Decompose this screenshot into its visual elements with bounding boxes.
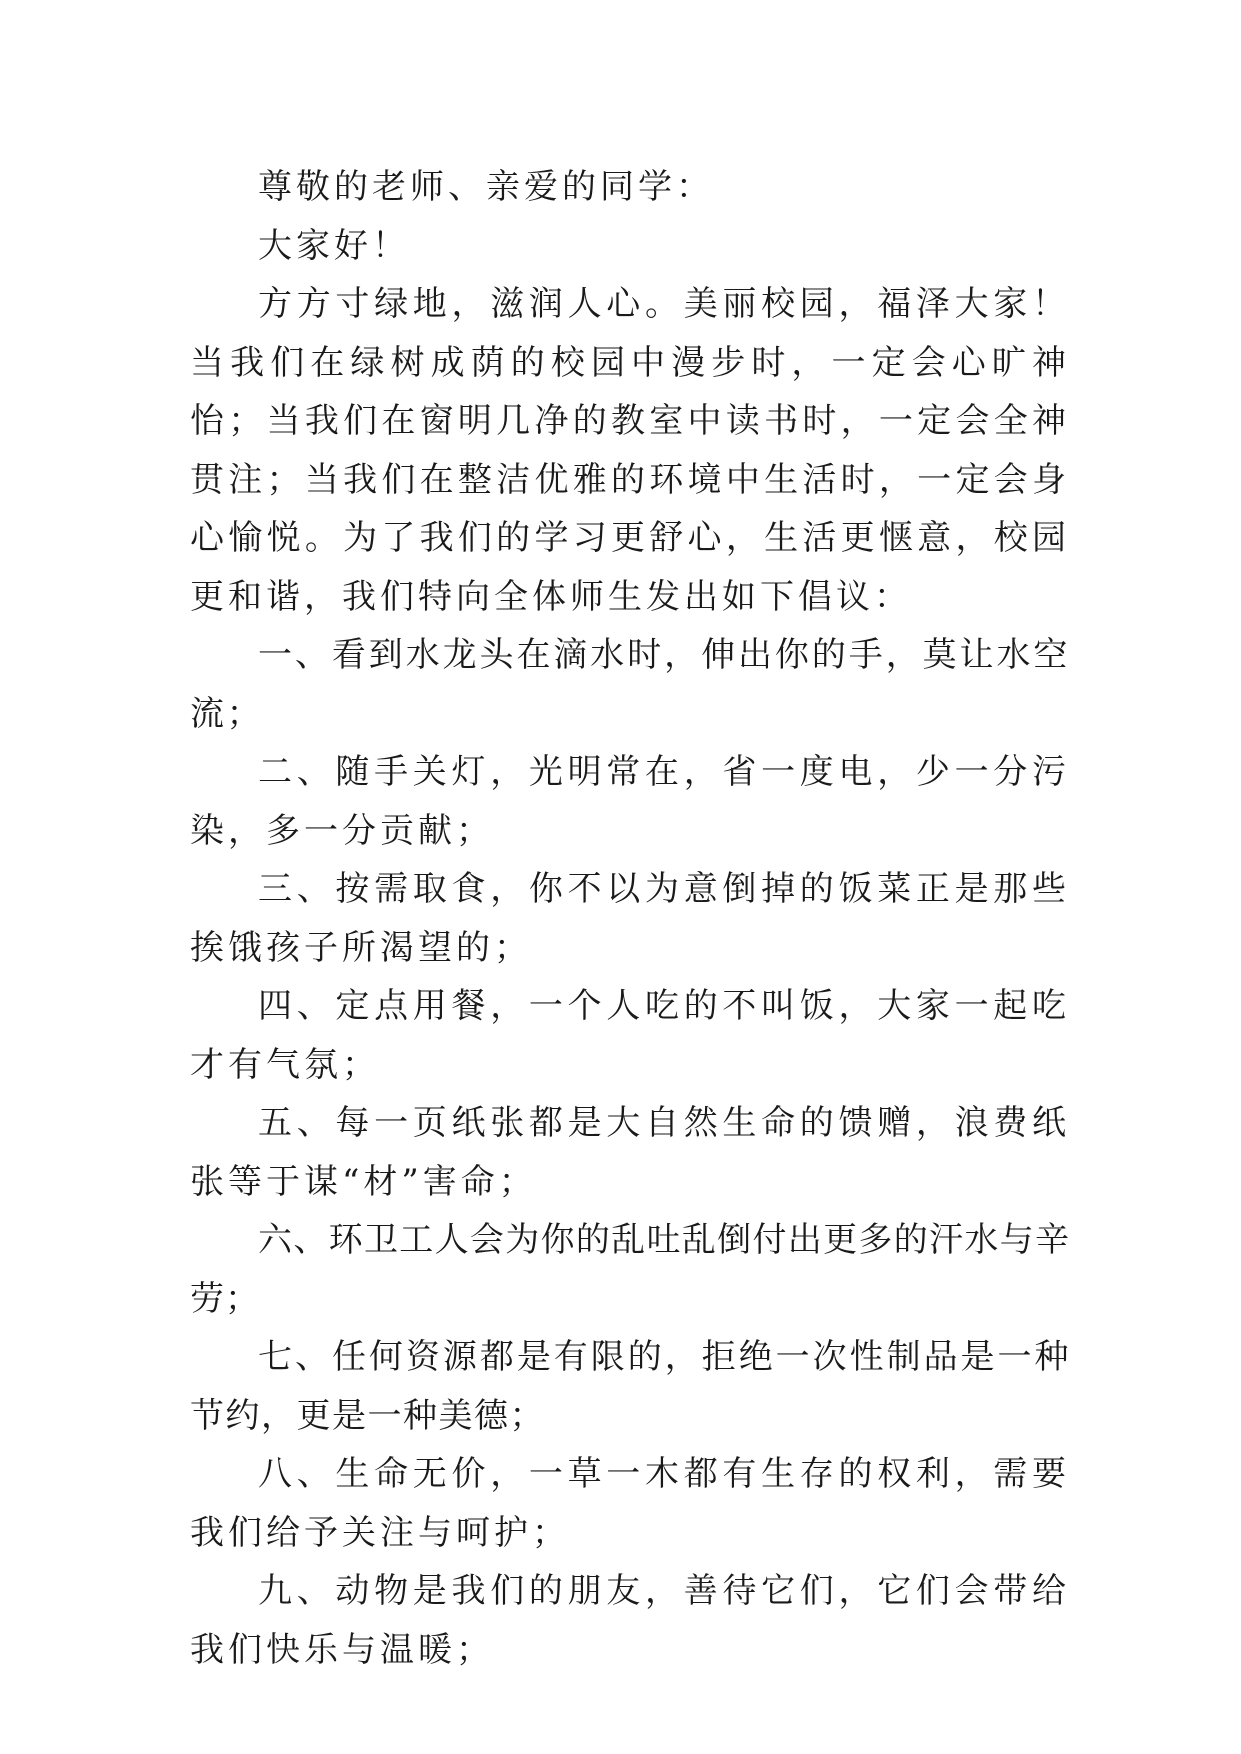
proposal-item-4: 四、定点用餐，一个人吃的不叫饭，大家一起吃才有气氛； xyxy=(190,986,1070,1085)
body-text xyxy=(190,158,1070,1679)
proposal-item-8: 八、生命无价，一草一木都有生存的权利，需要我们给予关注与呵护； xyxy=(190,1454,1070,1553)
proposal-item-3: 三、按需取食，你不以为意倒掉的饭菜正是那些挨饿孩子所渴望的； xyxy=(190,869,1070,968)
proposal-item-5: 五、每一页纸张都是大自然生命的馈赠，浪费纸张等于谋“材”害命； xyxy=(190,1103,1070,1202)
greeting: 大家好！ xyxy=(258,225,410,266)
proposal-item-2: 二、随手关灯，光明常在，省一度电，少一分污染，多一分贡献； xyxy=(190,752,1070,851)
proposal-item-1: 一、看到水龙头在滴水时，伸出你的手，莫让水空流； xyxy=(190,635,1070,734)
proposal-item-7: 七、任何资源都是有限的，拒绝一次性制品是一种节约，更是一种美德； xyxy=(190,1337,1070,1436)
intro-paragraph: 方方寸绿地，滋润人心。美丽校园，福泽大家！当我们在绿树成荫的校园中漫步时，一定会心旷神怡；当我们在窗明几净的教室中读书时，一定会全神贯注；当我们在整洁优雅的环境中生活时，一定会身心愉悦。为了我们的学习更舒心，生活更惬意，校园更和谐，我们特向全体师生发出如下倡议： xyxy=(190,284,1070,617)
proposal-item-9: 九、动物是我们的朋友，善待它们，它们会带给我们快乐与温暖； xyxy=(190,1571,1070,1670)
proposal-item-6: 六、环卫工人会为你的乱吐乱倒付出更多的汗水与辛劳； xyxy=(190,1220,1070,1319)
salutation: 尊敬的老师、亲爱的同学： xyxy=(258,167,714,207)
